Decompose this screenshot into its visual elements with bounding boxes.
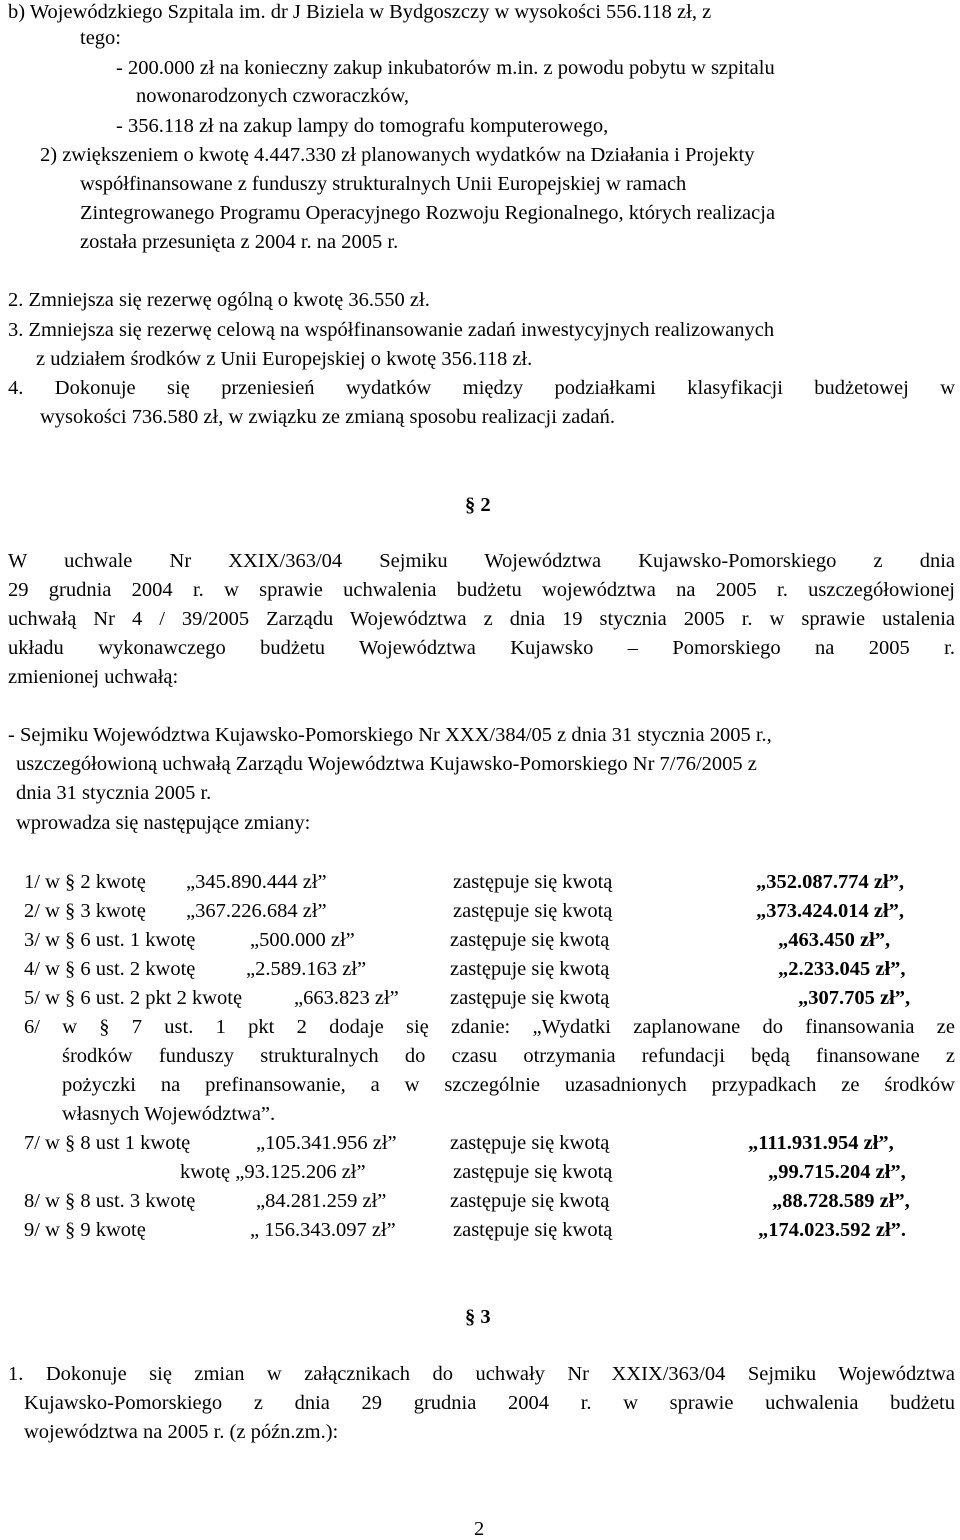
paragraph-line: uchwałą Nr 4 / 39/2005 Zarządu Województwa z dnia 19 stycznia 2005 r. w sprawie ustalenia xyxy=(8,608,955,630)
change-item-6-cont: środków funduszy strukturalnych do czasu otrzymania refundacji będą finansowane z xyxy=(62,1045,955,1067)
change-new-amount: „2.233.045 zł”, xyxy=(778,958,906,980)
point-2: 2. Zmniejsza się rezerwę ogólną o kwotę 36.550 zł. xyxy=(8,289,430,311)
change-old-amount: „500.000 zł” xyxy=(250,929,355,951)
paragraph-line: W uchwale Nr XXIX/363/04 Sejmiku Województwa Kujawsko-Pomorskiego z dnia xyxy=(8,550,955,572)
change-replace-text: zastępuje się kwotą xyxy=(453,1219,613,1241)
change-replace-text: zastępuje się kwotą xyxy=(450,929,610,951)
change-num: 8/ w § 8 ust. 3 kwotę xyxy=(24,1190,196,1212)
paragraph-line: Kujawsko-Pomorskiego z dnia 29 grudnia 2004 r. w sprawie uchwalenia budżetu xyxy=(24,1392,955,1414)
change-replace-text: zastępuje się kwotą xyxy=(450,1190,610,1212)
change-old-amount: „2.589.163 zł” xyxy=(246,958,367,980)
change-new-amount: „352.087.774 zł”, xyxy=(756,871,905,893)
text-line: - 356.118 zł na zakup lampy do tomografu komputerowego, xyxy=(116,115,609,137)
paragraph-line: 1. Dokonuje się zmian w załącznikach do uchwały Nr XXIX/363/04 Sejmiku Województwa xyxy=(8,1363,955,1385)
point-3: 3. Zmniejsza się rezerwę celową na współfinansowanie zadań inwestycyjnych realizowanych xyxy=(8,319,775,341)
page-number: 2 xyxy=(474,1518,485,1540)
change-replace-text: zastępuje się kwotą xyxy=(453,900,613,922)
text-line: tego: xyxy=(80,27,121,49)
amendment-line: - Sejmiku Województwa Kujawsko-Pomorskiego Nr XXX/384/05 z dnia 31 stycznia 2005 r., xyxy=(8,724,772,746)
paragraph-line: zmienionej uchwałą: xyxy=(8,666,179,688)
change-new-amount: „463.450 zł”, xyxy=(778,929,891,951)
change-new-amount: „88.728.589 zł”, xyxy=(772,1190,910,1212)
change-new-amount: „99.715.204 zł”, xyxy=(768,1161,906,1183)
change-replace-text: zastępuje się kwotą xyxy=(453,871,613,893)
change-new-amount: „174.023.592 zł”. xyxy=(758,1219,907,1241)
text-line: b) Wojewódzkiego Szpitala im. dr J Biziela w Bydgoszczy w wysokości 556.118 zł, z xyxy=(8,1,712,23)
change-item-6-cont: własnych Województwa”. xyxy=(62,1103,276,1125)
change-old-amount: „84.281.259 zł” xyxy=(256,1190,387,1212)
change-replace-text: zastępuje się kwotą xyxy=(450,987,610,1009)
paragraph-line: układu wykonawczego budżetu Województwa Kujawsko – Pomorskiego na 2005 r. xyxy=(8,637,955,659)
text-line: Zintegrowanego Programu Operacyjnego Rozwoju Regionalnego, których realizacja xyxy=(80,202,776,224)
change-num: 4/ w § 6 ust. 2 kwotę xyxy=(24,958,196,980)
point-3-cont: z udziałem środków z Unii Europejskiej o kwotę 356.118 zł. xyxy=(36,348,533,370)
change-item-6-cont: pożyczki na prefinansowanie, a w szczególnie uzasadnionych przypadkach ze środków xyxy=(62,1074,955,1096)
change-old-amount: „345.890.444 zł” xyxy=(186,871,327,893)
change-num: 3/ w § 6 ust. 1 kwotę xyxy=(24,929,196,951)
amendment-line: dnia 31 stycznia 2005 r. xyxy=(16,782,212,804)
text-line: - 200.000 zł na konieczny zakup inkubatorów m.in. z powodu pobytu w szpitalu xyxy=(116,57,775,79)
text-line: współfinansowane z funduszy strukturalnych Unii Europejskiej w ramach xyxy=(80,173,687,195)
change-replace-text: zastępuje się kwotą xyxy=(453,1161,613,1183)
change-old-amount: „367.226.684 zł” xyxy=(186,900,327,922)
text-line: została przesunięta z 2004 r. na 2005 r. xyxy=(80,231,399,253)
change-old-amount: „105.341.956 zł” xyxy=(256,1132,397,1154)
text-line: 2) zwiększeniem o kwotę 4.447.330 zł planowanych wydatków na Działania i Projekty xyxy=(40,144,755,166)
amendment-line: uszczegółowioną uchwałą Zarządu Województwa Kujawsko-Pomorskiego Nr 7/76/2005 z xyxy=(16,753,757,775)
paragraph-line: województwa na 2005 r. (z późn.zm.): xyxy=(24,1421,339,1443)
change-num: 5/ w § 6 ust. 2 pkt 2 kwotę xyxy=(24,987,243,1009)
change-new-amount: „373.424.014 zł”, xyxy=(756,900,905,922)
change-num: 2/ w § 3 kwotę xyxy=(24,900,146,922)
change-num: 9/ w § 9 kwotę xyxy=(24,1219,146,1241)
change-old-amount: „ 156.343.097 zł” xyxy=(250,1219,396,1241)
point-4-cont: wysokości 736.580 zł, w związku ze zmianą sposobu realizacji zadań. xyxy=(40,406,615,428)
change-item-6: 6/ w § 7 ust. 1 pkt 2 dodaje się zdanie: „Wydatki zaplanowane do finansowania ze xyxy=(24,1016,955,1038)
text-line: nowonarodzonych czworaczków, xyxy=(136,85,410,107)
section-heading: § 2 xyxy=(465,494,491,516)
intro-text: wprowadza się następujące zmiany: xyxy=(16,812,311,834)
section-heading: § 3 xyxy=(465,1306,491,1328)
point-4: 4. Dokonuje się przeniesień wydatków między podziałkami klasyfikacji budżetowej w xyxy=(8,377,955,399)
change-new-amount: „111.931.954 zł”, xyxy=(748,1132,894,1154)
change-num: 1/ w § 2 kwotę xyxy=(24,871,146,893)
change-replace-text: zastępuje się kwotą xyxy=(450,1132,610,1154)
change-old-amount: „663.823 zł” xyxy=(294,987,399,1009)
change-num: 7/ w § 8 ust 1 kwotę xyxy=(24,1132,191,1154)
change-new-amount: „307.705 zł”, xyxy=(798,987,911,1009)
paragraph-line: 29 grudnia 2004 r. w sprawie uchwalenia budżetu województwa na 2005 r. uszczegółowionej xyxy=(8,579,955,601)
change-replace-text: zastępuje się kwotą xyxy=(450,958,610,980)
change-old-amount: kwotę „93.125.206 zł” xyxy=(180,1161,366,1183)
